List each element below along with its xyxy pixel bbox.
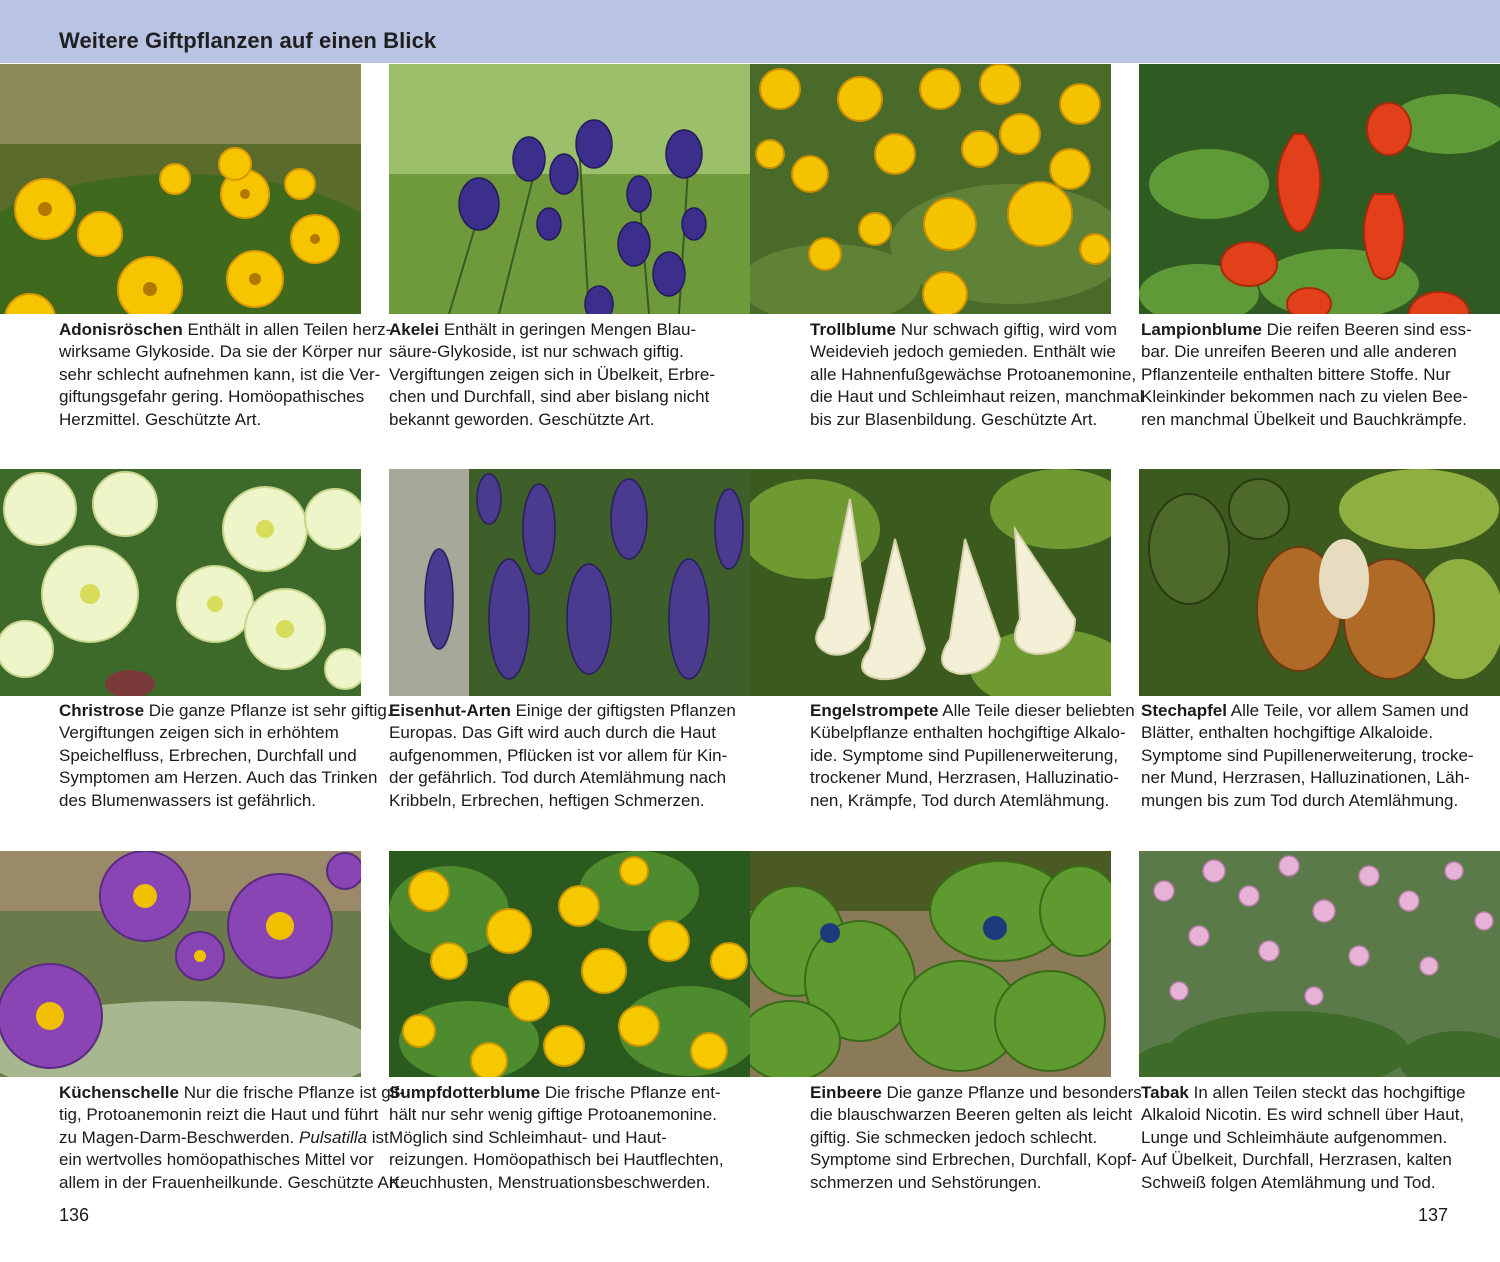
- photo-stechapfel: [1139, 469, 1500, 696]
- photo-eisenhut: [389, 469, 750, 696]
- photo-kuechenschelle: [0, 851, 361, 1077]
- caption-engelstrompete: Engelstrompete Alle Teile dieser beliebten Kübelpflanze enthalten hochgiftige Alkalo- ide. Symptome sind Pupillenerweiterung, trockener Mund, Herzrasen, Halluzinatio- nen, Krämpfe, Tod durch Atemlähmung.: [810, 701, 1135, 810]
- page-number-right: 137: [1418, 1205, 1449, 1225]
- photo-lampionblume: [1139, 64, 1500, 314]
- section-title: Weitere Giftpflanzen auf einen Blick: [59, 28, 437, 53]
- photo-akelei: [389, 64, 750, 314]
- plant-name: Küchenschelle: [59, 1083, 179, 1102]
- section-header: [0, 0, 1500, 63]
- photo-tabak: [1139, 851, 1500, 1077]
- plant-name: Adonisröschen: [59, 320, 183, 339]
- caption-lampionblume: Lampionblume Die reifen Beeren sind ess- bar. Die unreifen Beeren und alle anderen Pflanzenteile enthalten bittere Stoffe. Nur Kleinkinder bekommen nach zu vielen Bee- ren manchmal Übelkeit und Bauchkrämpfe.: [1141, 320, 1472, 429]
- caption-kuechenschelle: Küchenschelle Nur die frische Pflanze ist gif- tig, Protoanemonin reizt die Haut und führt zu Magen-Darm-Beschwerden. Pulsatilla ist ein wertvolles homöopathisches Mittel vor allem in der Frauenheilkunde. Geschützte Art.: [59, 1083, 405, 1192]
- photo-engelstrompete: [750, 469, 1111, 696]
- caption-christrose: Christrose Die ganze Pflanze ist sehr giftig. Vergiftungen zeigen sich in erhöhtem Speichelfluss, Erbrechen, Durchfall und Symptomen am Herzen. Auch das Trinken des Blumenwassers ist gefährlich.: [59, 701, 392, 810]
- plant-name: Stechapfel: [1141, 701, 1227, 720]
- caption-eisenhut: Eisenhut-Arten Einige der giftigsten Pflanzen Europas. Das Gift wird auch durch die Haut aufgenommen, Pflücken ist vor allem für Kin- der gefährlich. Tod durch Atemlähmung nach Kribbeln, Erbrechen, heftigen Schmerzen.: [389, 701, 736, 810]
- photo-einbeere: [750, 851, 1111, 1077]
- photo-christrose: [0, 469, 361, 696]
- plant-name: Einbeere: [810, 1083, 882, 1102]
- plant-name: Eisenhut-Arten: [389, 701, 511, 720]
- caption-tabak: Tabak In allen Teilen steckt das hochgiftige Alkaloid Nicotin. Es wird schnell über Haut, Lunge und Schleimhäute aufgenommen. Auf Übelkeit, Durchfall, Herzrasen, kalten Schweiß folgen Atemlähmung und Tod.: [1141, 1083, 1466, 1192]
- plant-name: Sumpfdotterblume: [389, 1083, 541, 1102]
- photo-sumpfdotterblume: [389, 851, 750, 1077]
- latin-name: Pulsatilla: [298, 1127, 368, 1147]
- caption-adonisroeschen: Adonisröschen Enthält in allen Teilen herz- wirksame Glykoside. Da sie der Körper nur sehr schlecht aufnehmen kann, ist die Ver- giftungsgefahr gering. Homöopathisches Herzmittel. Geschützte Art.: [59, 320, 392, 429]
- caption-einbeere: Einbeere Die ganze Pflanze und besonders die blauschwarzen Beeren gelten als leicht giftig. Sie schmecken jedoch schlecht. Symptome sind Erbrechen, Durchfall, Kopf- schmerzen und Sehstörungen.: [810, 1083, 1142, 1192]
- plant-name: Akelei: [389, 320, 440, 339]
- caption-akelei: Akelei Enthält in geringen Mengen Blau- säure-Glykoside, ist nur schwach giftig. Vergiftungen zeigen sich in Übelkeit, Erbre- chen und Durchfall, sind aber bislang nicht bekannt geworden. Geschützte Art.: [389, 320, 716, 429]
- plant-name: Tabak: [1141, 1083, 1189, 1102]
- plant-name: Trollblume: [810, 320, 896, 339]
- caption-sumpfdotterblume: Sumpfdotterblume Die frische Pflanze ent- hält nur sehr wenig giftige Protoanemonine. Möglich sind Schleimhaut- und Haut- reizungen. Homöopathisch bei Hautflechten, Keuchhusten, Menstruationsbeschwerden.: [389, 1083, 724, 1192]
- plant-name: Engelstrompete: [810, 701, 939, 720]
- photo-adonisroeschen: [0, 64, 361, 314]
- plant-name: Christrose: [59, 701, 145, 720]
- page-number-left: 136: [59, 1205, 90, 1225]
- caption-stechapfel: Stechapfel Alle Teile, vor allem Samen und Blätter, enthalten hochgiftige Alkaloide. Symptome sind Pupillenerweiterung, trocke- ner Mund, Herzrasen, Halluzinationen, Läh- mungen bis zum Tod durch Atemlähmung.: [1141, 701, 1474, 810]
- caption-trollblume: Trollblume Nur schwach giftig, wird vom Weidevieh jedoch gemieden. Enthält wie alle Hahnenfußgewächse Protoanemonine, die Haut und Schleimhaut reizen, manchmal bis zur Blasenbildung. Geschützte Art.: [810, 320, 1144, 429]
- photo-trollblume: [750, 64, 1111, 314]
- plant-name: Lampionblume: [1141, 320, 1262, 339]
